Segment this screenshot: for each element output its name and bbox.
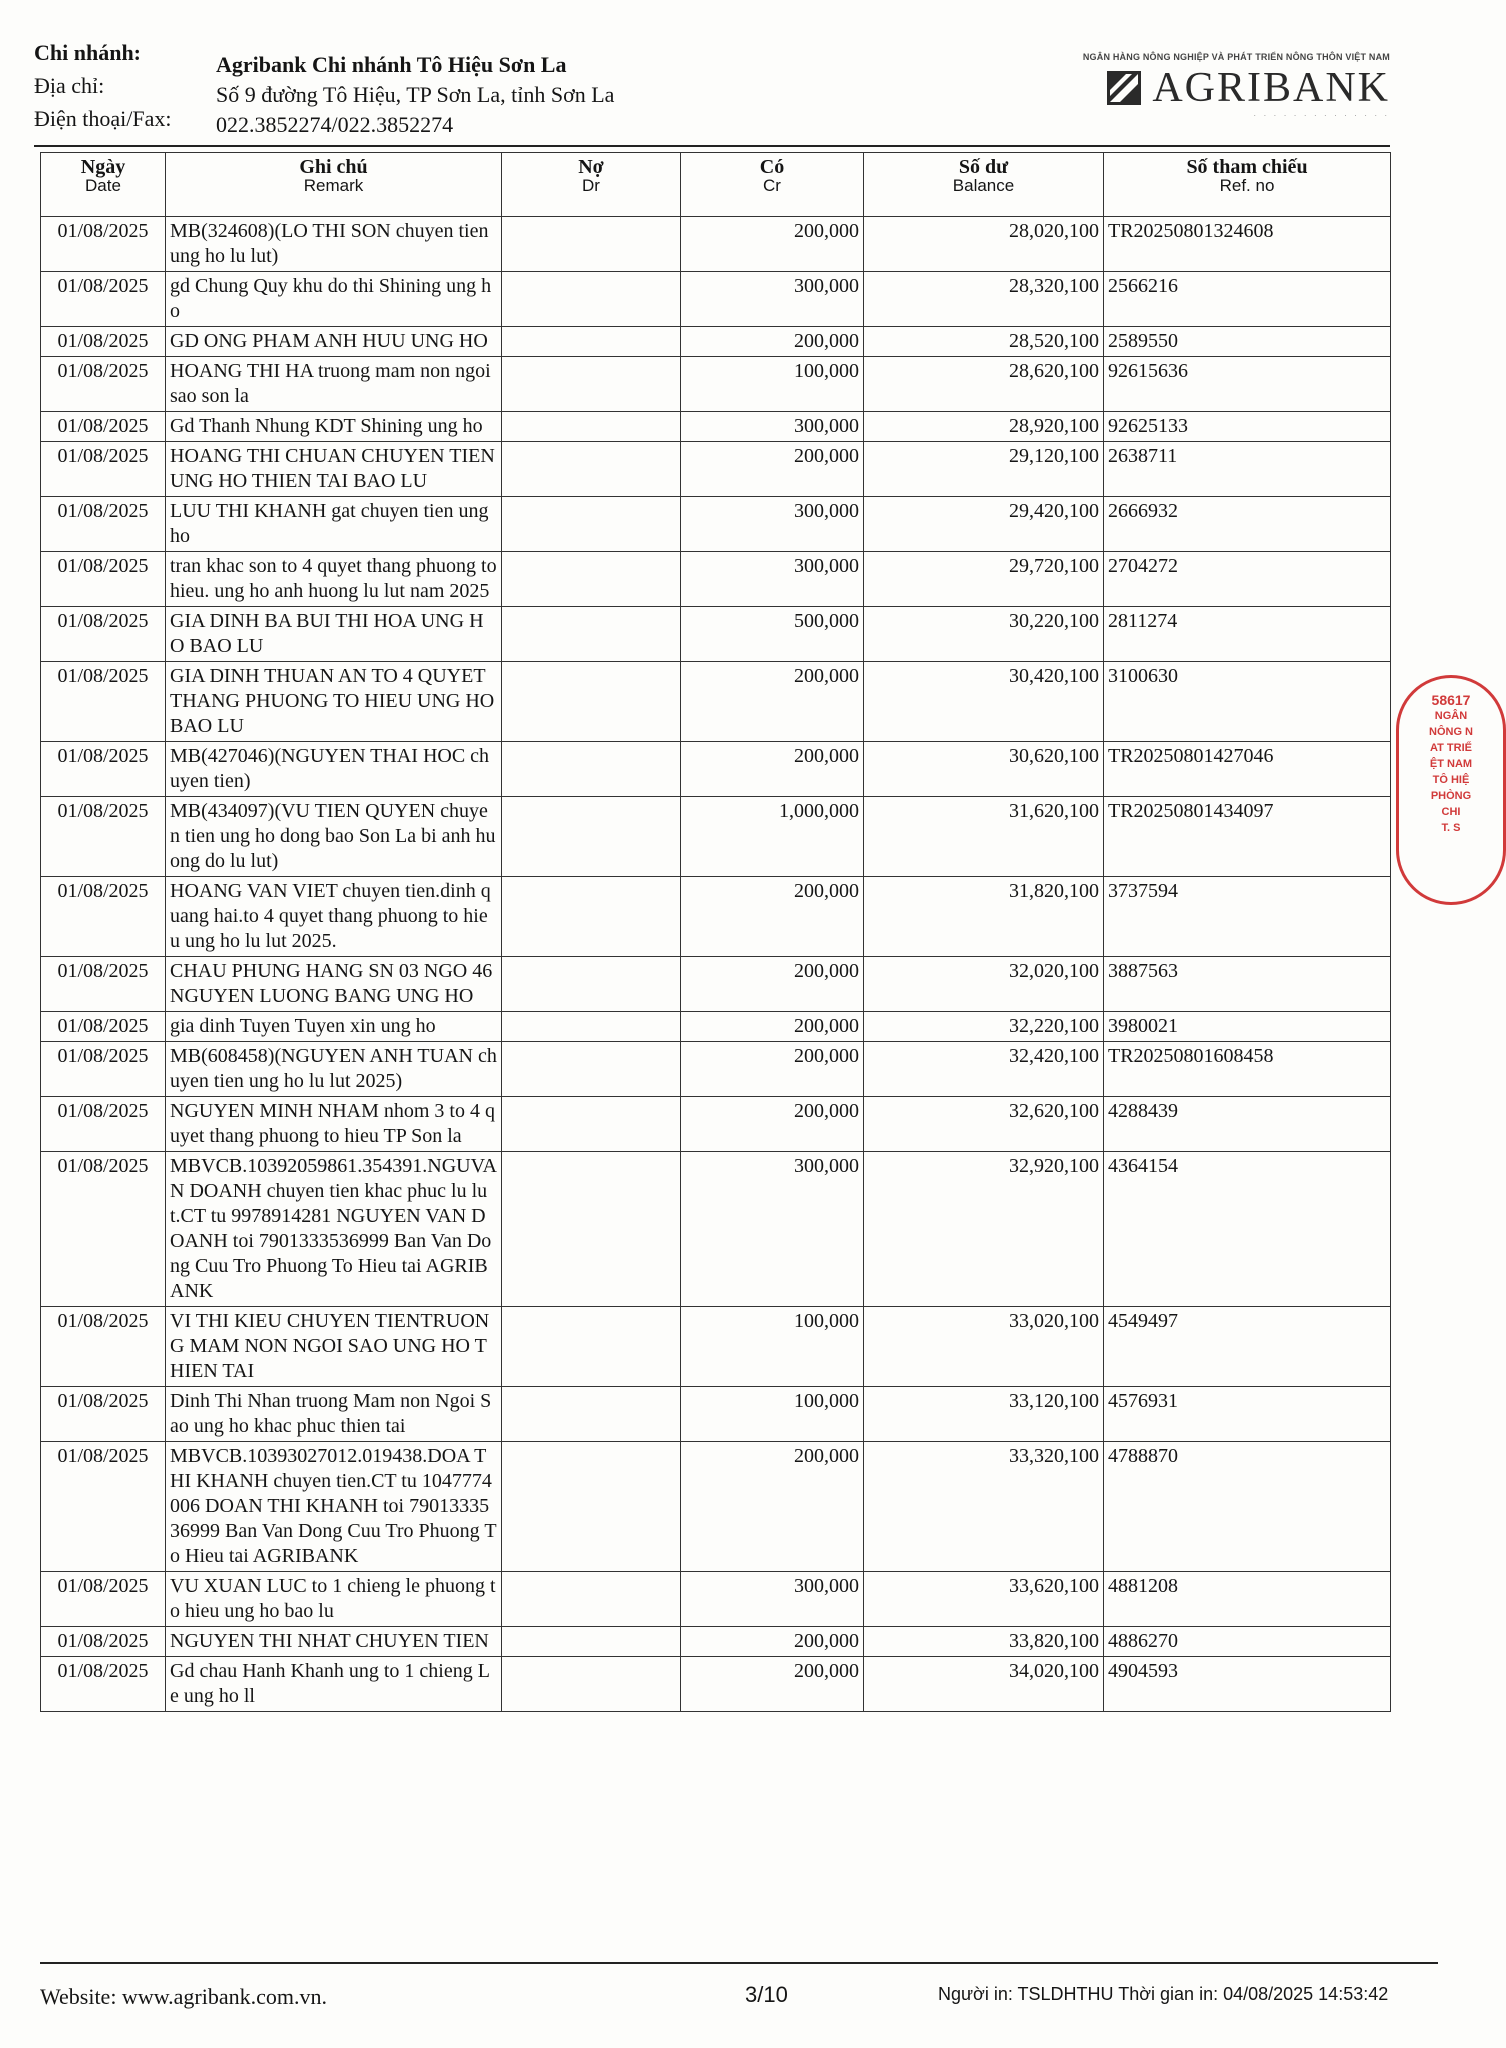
cell-credit: 200,000 xyxy=(681,1097,864,1152)
cell-balance: 28,320,100 xyxy=(864,272,1104,327)
cell-remark: tran khac son to 4 quyet thang phuong to hieu. ung ho anh huong lu lut nam 2025 xyxy=(166,552,502,607)
cell-date: 01/08/2025 xyxy=(41,662,166,742)
cell-balance: 32,020,100 xyxy=(864,957,1104,1012)
table-row xyxy=(41,217,1391,272)
cell-debit xyxy=(502,1627,681,1657)
cell-credit: 200,000 xyxy=(681,957,864,1012)
header-labels xyxy=(34,36,171,135)
table-row xyxy=(41,1097,1391,1152)
cell-date: 01/08/2025 xyxy=(41,217,166,272)
cell-credit: 100,000 xyxy=(681,1307,864,1387)
cell-date: 01/08/2025 xyxy=(41,1387,166,1442)
cell-date: 01/08/2025 xyxy=(41,1152,166,1307)
cell-remark: NGUYEN MINH NHAM nhom 3 to 4 quyet thang phuong to hieu TP Son la xyxy=(166,1097,502,1152)
cell-date: 01/08/2025 xyxy=(41,1657,166,1712)
cell-balance: 30,620,100 xyxy=(864,742,1104,797)
stamp-line: CHI xyxy=(1441,806,1461,818)
cell-debit xyxy=(502,327,681,357)
cell-credit: 200,000 xyxy=(681,877,864,957)
table-row xyxy=(41,357,1391,412)
cell-credit: 200,000 xyxy=(681,217,864,272)
cell-ref: 3737594 xyxy=(1104,877,1391,957)
cell-ref: TR20250801427046 xyxy=(1104,742,1391,797)
table-row xyxy=(41,497,1391,552)
table-row xyxy=(41,957,1391,1012)
cell-debit xyxy=(502,272,681,327)
cell-remark: HOANG THI HA truong mam non ngoi sao son la xyxy=(166,357,502,412)
cell-remark: MBVCB.10393027012.019438.DOA THI KHANH chuyen tien.CT tu 1047774006 DOAN THI KHANH toi 7901333536999 Ban Van Dong Cuu Tro Phuong To Hieu tai AGRIBANK xyxy=(166,1442,502,1572)
cell-date: 01/08/2025 xyxy=(41,1012,166,1042)
statement-table xyxy=(40,152,1391,1712)
cell-date: 01/08/2025 xyxy=(41,497,166,552)
cell-debit xyxy=(502,1307,681,1387)
table-row xyxy=(41,1572,1391,1627)
cell-balance: 32,920,100 xyxy=(864,1152,1104,1307)
cell-date: 01/08/2025 xyxy=(41,442,166,497)
cell-date: 01/08/2025 xyxy=(41,1572,166,1627)
cell-credit: 200,000 xyxy=(681,1627,864,1657)
stamp-line: AT TRIỂ xyxy=(1430,742,1472,754)
cell-credit: 1,000,000 xyxy=(681,797,864,877)
cell-remark: MB(434097)(VU TIEN QUYEN chuyen tien ung ho dong bao Son La bi anh huong do lu lut) xyxy=(166,797,502,877)
footer-divider xyxy=(40,1962,1438,1964)
cell-debit xyxy=(502,1657,681,1712)
cell-credit: 200,000 xyxy=(681,1657,864,1712)
column-header-date: Ngày Date xyxy=(41,153,166,217)
cell-credit: 300,000 xyxy=(681,1572,864,1627)
cell-date: 01/08/2025 xyxy=(41,1042,166,1097)
cell-remark: Gd Thanh Nhung KDT Shining ung ho xyxy=(166,412,502,442)
cell-balance: 28,920,100 xyxy=(864,412,1104,442)
cell-date: 01/08/2025 xyxy=(41,607,166,662)
cell-balance: 31,820,100 xyxy=(864,877,1104,957)
cell-remark: NGUYEN THI NHAT CHUYEN TIEN xyxy=(166,1627,502,1657)
cell-remark: VU XUAN LUC to 1 chieng le phuong to hieu ung ho bao lu xyxy=(166,1572,502,1627)
cell-debit xyxy=(502,1042,681,1097)
brand-logo xyxy=(1070,65,1390,111)
cell-credit: 300,000 xyxy=(681,272,864,327)
table-row xyxy=(41,552,1391,607)
cell-remark: VI THI KIEU CHUYEN TIENTRUONG MAM NON NGOI SAO UNG HO THIEN TAI xyxy=(166,1307,502,1387)
table-row xyxy=(41,1442,1391,1572)
column-header-balance: Số dư Balance xyxy=(864,153,1104,217)
table-row xyxy=(41,327,1391,357)
cell-debit xyxy=(502,552,681,607)
address-value: Số 9 đường Tô Hiệu, TP Sơn La, tỉnh Sơn La xyxy=(216,82,615,107)
table-row xyxy=(41,1042,1391,1097)
cell-ref: 92615636 xyxy=(1104,357,1391,412)
statement-rows xyxy=(41,217,1391,1712)
table-row xyxy=(41,1657,1391,1712)
table-row xyxy=(41,1012,1391,1042)
cell-credit: 300,000 xyxy=(681,412,864,442)
cell-ref: TR20250801608458 xyxy=(1104,1042,1391,1097)
cell-ref: 4576931 xyxy=(1104,1387,1391,1442)
cell-ref: TR20250801324608 xyxy=(1104,217,1391,272)
cell-date: 01/08/2025 xyxy=(41,742,166,797)
bank-stamp xyxy=(1396,675,1506,905)
cell-debit xyxy=(502,607,681,662)
cell-ref: 3980021 xyxy=(1104,1012,1391,1042)
header-values xyxy=(216,50,614,140)
cell-date: 01/08/2025 xyxy=(41,272,166,327)
cell-ref: 4364154 xyxy=(1104,1152,1391,1307)
cell-debit xyxy=(502,797,681,877)
agribank-logo-icon xyxy=(1106,70,1142,106)
branch-value: Agribank Chi nhánh Tô Hiệu Sơn La xyxy=(216,52,567,77)
cell-debit xyxy=(502,357,681,412)
cell-balance: 30,220,100 xyxy=(864,607,1104,662)
branch-label: Chi nhánh: xyxy=(34,40,142,65)
header-divider xyxy=(34,145,1390,147)
cell-ref: 2666932 xyxy=(1104,497,1391,552)
cell-balance: 29,420,100 xyxy=(864,497,1104,552)
cell-balance: 31,620,100 xyxy=(864,797,1104,877)
table-row xyxy=(41,272,1391,327)
table-row xyxy=(41,662,1391,742)
cell-ref: 4904593 xyxy=(1104,1657,1391,1712)
cell-date: 01/08/2025 xyxy=(41,357,166,412)
cell-debit xyxy=(502,217,681,272)
cell-credit: 100,000 xyxy=(681,357,864,412)
cell-credit: 200,000 xyxy=(681,1012,864,1042)
table-row xyxy=(41,1627,1391,1657)
cell-ref: 4788870 xyxy=(1104,1442,1391,1572)
cell-ref: 3887563 xyxy=(1104,957,1391,1012)
cell-remark: MB(608458)(NGUYEN ANH TUAN chuyen tien ung ho lu lut 2025) xyxy=(166,1042,502,1097)
cell-debit xyxy=(502,1572,681,1627)
cell-balance: 29,720,100 xyxy=(864,552,1104,607)
cell-credit: 300,000 xyxy=(681,497,864,552)
cell-credit: 300,000 xyxy=(681,1152,864,1307)
cell-ref: 2589550 xyxy=(1104,327,1391,357)
cell-date: 01/08/2025 xyxy=(41,957,166,1012)
cell-balance: 28,520,100 xyxy=(864,327,1104,357)
table-row xyxy=(41,607,1391,662)
cell-ref: 4549497 xyxy=(1104,1307,1391,1387)
cell-date: 01/08/2025 xyxy=(41,412,166,442)
column-header-credit: Có Cr xyxy=(681,153,864,217)
cell-credit: 500,000 xyxy=(681,607,864,662)
cell-credit: 300,000 xyxy=(681,552,864,607)
cell-balance: 30,420,100 xyxy=(864,662,1104,742)
cell-ref: 2811274 xyxy=(1104,607,1391,662)
table-row xyxy=(41,742,1391,797)
table-header-row xyxy=(41,153,1391,217)
column-header-remark: Ghi chú Remark xyxy=(166,153,502,217)
cell-debit xyxy=(502,1442,681,1572)
cell-balance: 29,120,100 xyxy=(864,442,1104,497)
cell-remark: CHAU PHUNG HANG SN 03 NGO 46 NGUYEN LUONG BANG UNG HO xyxy=(166,957,502,1012)
table-row xyxy=(41,412,1391,442)
stamp-line: ỆT NAM xyxy=(1429,758,1473,770)
cell-ref: 3100630 xyxy=(1104,662,1391,742)
table-row xyxy=(41,1387,1391,1442)
cell-ref: 4881208 xyxy=(1104,1572,1391,1627)
brand-logo-text: AGRIBANK xyxy=(1152,65,1390,111)
cell-credit: 200,000 xyxy=(681,742,864,797)
cell-remark: Gd chau Hanh Khanh ung to 1 chieng Le ung ho ll xyxy=(166,1657,502,1712)
cell-debit xyxy=(502,957,681,1012)
cell-remark: GD ONG PHAM ANH HUU UNG HO xyxy=(166,327,502,357)
brand-tagline: NGÂN HÀNG NÔNG NGHIỆP VÀ PHÁT TRIỂN NÔNG THÔN VIỆT NAM xyxy=(1082,52,1390,62)
cell-remark: GIA DINH THUAN AN TO 4 QUYET THANG PHUONG TO HIEU UNG HO BAO LU xyxy=(166,662,502,742)
cell-remark: Dinh Thi Nhan truong Mam non Ngoi Sao ung ho khac phuc thien tai xyxy=(166,1387,502,1442)
cell-date: 01/08/2025 xyxy=(41,552,166,607)
cell-remark: MBVCB.10392059861.354391.NGUVAN DOANH chuyen tien khac phuc lu lut.CT tu 9978914281 NGUYEN VAN DOANH toi 7901333536999 Ban Van Dong Cuu Tro Phuong To Hieu tai AGRIBANK xyxy=(166,1152,502,1307)
cell-debit xyxy=(502,1012,681,1042)
stamp-number: 58617 xyxy=(1431,692,1471,708)
cell-balance: 32,220,100 xyxy=(864,1012,1104,1042)
cell-ref: 2638711 xyxy=(1104,442,1391,497)
cell-ref: 4886270 xyxy=(1104,1627,1391,1657)
stamp-bottom: T. S xyxy=(1441,822,1461,834)
cell-balance: 33,820,100 xyxy=(864,1627,1104,1657)
phone-value: 022.3852274/022.3852274 xyxy=(216,112,454,137)
cell-credit: 200,000 xyxy=(681,442,864,497)
cell-credit: 200,000 xyxy=(681,1042,864,1097)
stamp-line: TÔ HIỆ xyxy=(1432,774,1470,786)
cell-remark: gia dinh Tuyen Tuyen xin ung ho xyxy=(166,1012,502,1042)
cell-credit: 100,000 xyxy=(681,1387,864,1442)
table-row xyxy=(41,442,1391,497)
cell-debit xyxy=(502,662,681,742)
column-header-debit: Nợ Dr xyxy=(502,153,681,217)
table-row xyxy=(41,1307,1391,1387)
address-label: Địa chỉ: xyxy=(34,73,105,98)
cell-debit xyxy=(502,742,681,797)
cell-date: 01/08/2025 xyxy=(41,1442,166,1572)
cell-ref: TR20250801434097 xyxy=(1104,797,1391,877)
cell-date: 01/08/2025 xyxy=(41,877,166,957)
cell-remark: HOANG VAN VIET chuyen tien.dinh quang hai.to 4 quyet thang phuong to hieu ung ho lu lut 2025. xyxy=(166,877,502,957)
table-row xyxy=(41,877,1391,957)
page-number: 3/10 xyxy=(745,1982,788,2007)
cell-ref: 2566216 xyxy=(1104,272,1391,327)
cell-credit: 200,000 xyxy=(681,327,864,357)
footer-website[interactable]: Website: www.agribank.com.vn. xyxy=(40,1984,328,2009)
cell-remark: MB(427046)(NGUYEN THAI HOC chuyen tien) xyxy=(166,742,502,797)
cell-balance: 32,620,100 xyxy=(864,1097,1104,1152)
cell-ref: 4288439 xyxy=(1104,1097,1391,1152)
table-row xyxy=(41,1152,1391,1307)
cell-remark: GIA DINH BA BUI THI HOA UNG HO BAO LU xyxy=(166,607,502,662)
cell-balance: 28,020,100 xyxy=(864,217,1104,272)
brand-underline-dots: · · · · · · · · · · · · · · xyxy=(1253,112,1390,120)
cell-remark: MB(324608)(LO THI SON chuyen tien ung ho lu lut) xyxy=(166,217,502,272)
cell-date: 01/08/2025 xyxy=(41,797,166,877)
cell-date: 01/08/2025 xyxy=(41,1627,166,1657)
stamp-line: NÔNG N xyxy=(1429,726,1473,738)
cell-date: 01/08/2025 xyxy=(41,327,166,357)
cell-balance: 33,320,100 xyxy=(864,1442,1104,1572)
cell-debit xyxy=(502,1152,681,1307)
stamp-line: NGÂN xyxy=(1434,710,1468,722)
phone-label: Điện thoại/Fax: xyxy=(34,106,172,131)
print-info: Người in: TSLDHTHU Thời gian in: 04/08/2025 14:53:42 xyxy=(938,1984,1389,2004)
cell-credit: 200,000 xyxy=(681,662,864,742)
cell-remark: gd Chung Quy khu do thi Shining ung ho xyxy=(166,272,502,327)
cell-debit xyxy=(502,1387,681,1442)
cell-balance: 33,620,100 xyxy=(864,1572,1104,1627)
cell-debit xyxy=(502,1097,681,1152)
cell-balance: 28,620,100 xyxy=(864,357,1104,412)
cell-debit xyxy=(502,497,681,552)
cell-balance: 34,020,100 xyxy=(864,1657,1104,1712)
cell-balance: 32,420,100 xyxy=(864,1042,1104,1097)
agribank-brand xyxy=(1070,52,1390,120)
cell-debit xyxy=(502,877,681,957)
stamp-line: PHÒNG xyxy=(1430,790,1472,802)
cell-debit xyxy=(502,442,681,497)
cell-debit xyxy=(502,412,681,442)
cell-ref: 92625133 xyxy=(1104,412,1391,442)
cell-remark: LUU THI KHANH gat chuyen tien ung ho xyxy=(166,497,502,552)
table-row xyxy=(41,797,1391,877)
column-header-ref: Số tham chiếu Ref. no xyxy=(1104,153,1391,217)
cell-credit: 200,000 xyxy=(681,1442,864,1572)
cell-balance: 33,120,100 xyxy=(864,1387,1104,1442)
cell-date: 01/08/2025 xyxy=(41,1307,166,1387)
cell-remark: HOANG THI CHUAN CHUYEN TIEN UNG HO THIEN TAI BAO LU xyxy=(166,442,502,497)
cell-date: 01/08/2025 xyxy=(41,1097,166,1152)
cell-ref: 2704272 xyxy=(1104,552,1391,607)
cell-balance: 33,020,100 xyxy=(864,1307,1104,1387)
